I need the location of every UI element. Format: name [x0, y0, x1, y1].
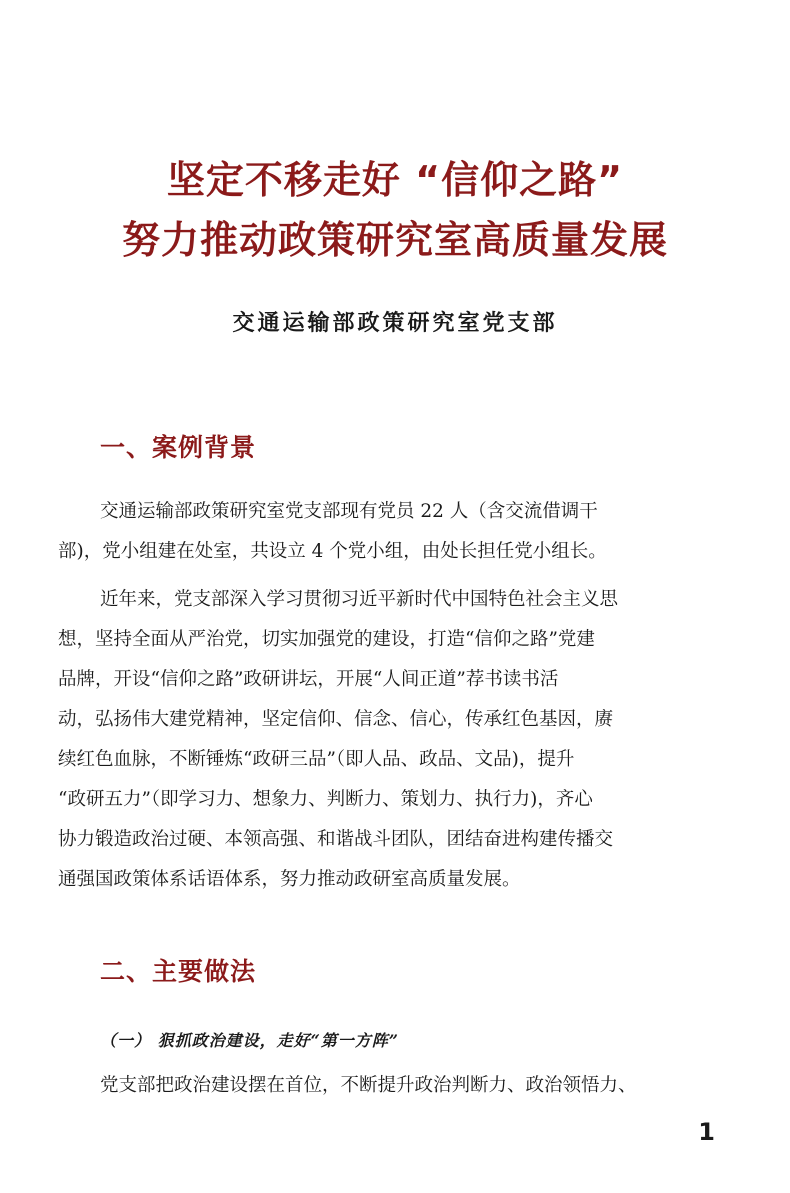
subsection-heading: （一） 狠抓政治建设，走好“第一方阵”: [100, 1031, 399, 1050]
section-heading-background: 一、案例背景: [100, 433, 257, 462]
paragraph-line: 交通运输部政策研究室党支部现有党员 22 人（含交流借调干: [100, 501, 598, 522]
paragraph-line: 近年来，党支部深入学习贯彻习近平新时代中国特色社会主义思: [100, 589, 619, 610]
paragraph-line: 通强国政策体系话语体系，努力推动政研室高质量发展。: [58, 869, 521, 890]
page-number: 1: [698, 1118, 715, 1146]
paragraph-political-building: [100, 1066, 710, 1106]
author-byline: 交通运输部政策研究室党支部: [232, 310, 558, 336]
paragraph-line: 续红色血脉，不断锤炼“政研三品”（即人品、政品、文品)，提升: [58, 749, 575, 770]
paragraph-recent-years: [58, 580, 710, 900]
paragraph-line: 协力锻造政治过硬、本领高强、和谐战斗团队，团结奋进构建传播交: [58, 829, 614, 850]
paragraph-line: 部)，党小组建在处室，共设立 4 个党小组，由处长担任党小组长。: [58, 541, 607, 562]
title-block: [0, 150, 790, 270]
paragraph-membership: [58, 492, 710, 572]
section-heading-practices: 二、主要做法: [100, 957, 257, 986]
paragraph-line: 想，坚持全面从严治党，切实加强党的建设，打造“信仰之路”党建: [58, 629, 595, 650]
paragraph-line: 党支部把政治建设摆在首位，不断提升政治判断力、政治领悟力、: [100, 1075, 637, 1096]
paragraph-line: 品牌，开设“信仰之路”政研讲坛，开展“人间正道”荐书读书活: [58, 669, 559, 690]
page-title-line-1: 坚定不移走好 “信仰之路”: [166, 158, 624, 202]
paragraph-line: “政研五力”（即学习力、想象力、判断力、策划力、执行力)，齐心: [58, 789, 593, 810]
paragraph-line: 动，弘扬伟大建党精神，坚定信仰、信念、信心，传承红色基因，赓: [58, 709, 614, 730]
page-title-line-2: 努力推动政策研究室高质量发展: [121, 218, 668, 262]
